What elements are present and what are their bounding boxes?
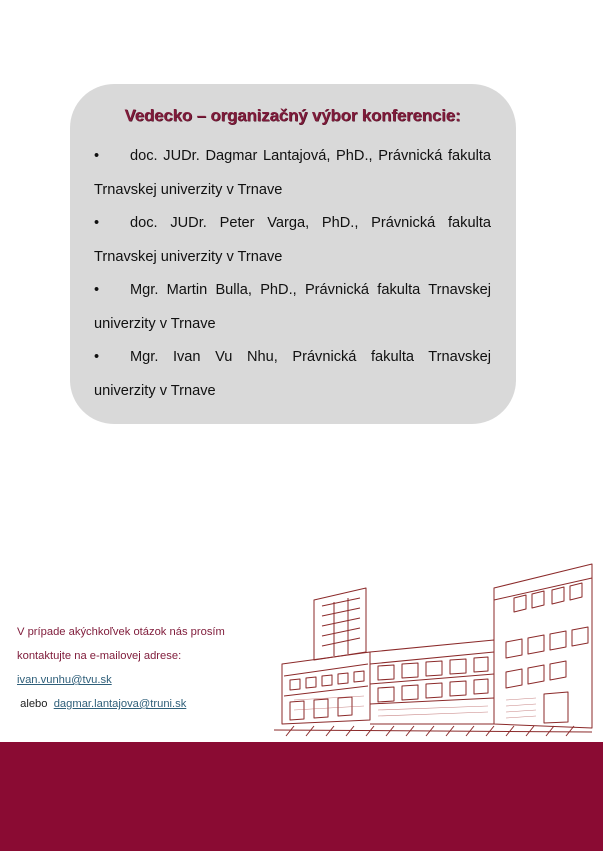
- member-text: doc. JUDr. Dagmar Lantajová, PhD., Právnická fakulta Trnavskej univerzity v Trnave: [94, 148, 491, 198]
- bullet-icon: •: [94, 215, 100, 231]
- committee-member: [94, 140, 491, 207]
- member-text: doc. JUDr. Peter Varga, PhD., Právnická fakulta Trnavskej univerzity v Trnave: [94, 215, 491, 265]
- university-building-sketch-icon: [274, 560, 594, 740]
- bullet-icon: •: [94, 349, 100, 365]
- member-text: Mgr. Ivan Vu Nhu, Právnická fakulta Trnavskej univerzity v Trnave: [94, 349, 491, 399]
- contact-info: [17, 620, 267, 716]
- or-text: alebo: [20, 698, 48, 710]
- committee-member: [94, 274, 491, 341]
- footer-band: [0, 742, 603, 851]
- contact-line-1: V prípade akýchkoľvek otázok nás prosím: [17, 626, 225, 638]
- email-link-ivan[interactable]: ivan.vunhu@tvu.sk: [17, 674, 112, 686]
- member-text: Mgr. Martin Bulla, PhD., Právnická fakulta Trnavskej univerzity v Trnave: [94, 282, 491, 332]
- committee-title: Vedecko – organizačný výbor konferencie:: [124, 106, 461, 125]
- committee-member: [94, 341, 491, 408]
- email-link-dagmar[interactable]: dagmar.lantajova@truni.sk: [53, 698, 187, 710]
- committee-member: [94, 207, 491, 274]
- bullet-icon: •: [94, 282, 100, 298]
- contact-line-2: kontaktujte na e-mailovej adrese:: [17, 650, 182, 662]
- bullet-icon: •: [94, 148, 100, 164]
- committee-box: [70, 84, 516, 424]
